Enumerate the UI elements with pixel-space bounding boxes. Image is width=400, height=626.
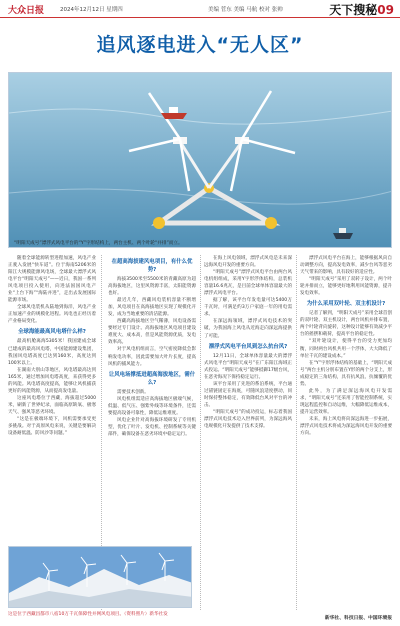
paragraph: 在深远海领域，漂浮式风电技术的突破，为我国海上风电从近海走向深远海提供了可能。 <box>204 319 292 339</box>
section-heading: 让风电场撑抵进超高海拔地区，需什么? <box>108 371 196 386</box>
hero-image <box>8 72 392 248</box>
paragraph: “明阳天成号”的成功投运，标志着我国漂浮式风电技术迈入世界前列，为深远海风电规模化开发提供了技术支撑。 <box>204 409 292 430</box>
article-column-4 <box>300 255 392 612</box>
article-column-1 <box>8 255 96 543</box>
page-number: 09 <box>377 3 394 17</box>
paragraph: 12月11日，全球单体容量最大的漂浮式风电平台“明阳天成号”在广东阳江海域正式投运。“明阳天成号”能够抵御17级台风，在恶劣海况下保持稳定运行。 <box>204 353 292 380</box>
masthead: 大众日报 <box>8 6 45 16</box>
paragraph: 漂浮式风电平台在海上，能够根据风向自动调整方向，提高发电效率，减少台风等恶劣天气带来的影响，具有较好的适应性。 <box>300 256 392 276</box>
paragraph: 记者了解到，“明阳天成号”采用全球首创的双叶轮、双主机设计，两台风机并排布置，两个叶轮背向旋转，这种设计能够有效减少平台的摇摆和载荷，提高平台的稳定性。 <box>300 311 392 338</box>
date-info: 2024年12月12日 星期四 <box>60 7 123 13</box>
photo-caption: 这是位于西藏昌都市八宿10万千瓦保障性并网风电项目。（资料照片）新华社发 <box>8 612 168 617</box>
page-title-text: 天下搜秘 <box>329 3 378 17</box>
paragraph: “明阳天成号”采用了双转子设计，两个叶轮并排而立，能够更好地利用风能资源，提升发电效率。 <box>300 277 392 297</box>
offshore-wind-platform-illustration <box>9 73 392 248</box>
mountain-wind-turbines-illustration <box>9 547 192 608</box>
paragraph: 随着全球能源转型进程加速，风电产业正驶入发展“快车道”。位于海南5206米的阳江大规模能源风电场，全球最大漂浮式风电平台“明阳天成号”——近日，我国一系列风电项目投入使用，向进法国国风电产业“上台下海”“海陆并进”，走出去发展国际能源市场。 <box>8 256 96 304</box>
editors: 美编 菅东 美编 马航 校对 张帅 <box>208 7 283 13</box>
paragraph: 全球风电装机从陆地到海洋，风电产业正加速产业的规模化进程。风电也正经历着产业格局变化。 <box>8 305 96 325</box>
paragraph: 未来，海上风电将向深远海进一步拓展，漂浮式风电技术将成为深远海风电开发的重要方向。 <box>300 416 392 437</box>
paragraph: 在海上风电领域，漂浮式风电是未来深远海风电开发的重要方向。 <box>204 256 292 269</box>
wind-farm-photo <box>8 546 192 608</box>
paragraph: “明阳天成号”漂浮式风电平台由两台风电机组组成，采用Y字形浮体结构，总装机容量16.6兆瓦，是目前全球单体容量最大的漂浮式风电平台。 <box>204 270 292 297</box>
paragraph: 风电企业针对高海拔环境研发了专用机型，优化了叶片、发电机、控制系统等关键部件，确保设备在恶劣环境中稳定运行。 <box>108 417 196 437</box>
paragraph: 风电机组需适应高海拔地区极端气候，低温、低气压、强紫外线等环境条件，还需要提高设备可靠性，降低运维难度。 <box>108 396 196 416</box>
source-credit: 新华社、科技日报、中国环境报 <box>324 616 392 621</box>
paragraph: 需要技术创新。 <box>117 389 149 395</box>
headline: 追风逐电进入“无人区” <box>96 34 304 56</box>
paragraph: 此外，为了满足深远海风电开发需求，“明阳天成号”还采用了智能控制系统，实现远程监控和自动运维，大幅降低运维成本，提升运营效率。 <box>300 388 392 415</box>
paragraph: “双叶轮设计，使得平台的受力更加均衡，同时两台风机共用一个浮体，大大降低了单位千瓦的建设成本。” <box>300 339 392 359</box>
paragraph: “这是在极端环境下，风机需要承受更多挑战。对于高原风电来说，关键是要解决设备耐低温、防风沙等问题。” <box>8 416 96 437</box>
column-divider <box>296 255 297 610</box>
hero-caption: “明阳天成号”漂浮式风电平台的“Y”字形结构上，两台主机、两个叶轮“并排”而立。 <box>14 241 183 246</box>
article-column-3 <box>204 255 292 612</box>
paragraph: 西藏高海拔地区空气稀薄，风电设备需要经过专门设计。高海拔地区风电项目建设难度大、成本高，但是风能资源优质，发电效率高。 <box>108 319 196 346</box>
paragraph: 在“Y”字形浮体结构的基础上，“明阳天成号”两台主机分别布置在Y形的两个分支上，形成稳定的三角结构，具有抗风浪、抗倾覆的优势。 <box>300 360 392 387</box>
section-heading: 漂浮式风电平台风到怎么抗台风? <box>208 343 288 350</box>
section-heading: 全球海能最高风电塔什么样? <box>18 329 86 336</box>
paragraph: 据了解，该平台年发电量可达5400万千瓦时，可满足约3万户家庭一年的用电需求。 <box>204 298 292 318</box>
paragraph: 对于风电机组而言，空气密度降低会影响发电功率，因此需要加大叶片长度，提高风机的捕风能力。 <box>108 347 196 367</box>
section-heading: 在超高海拔建风电项目，有什么优势? <box>111 259 193 273</box>
paragraph: 在湖南大别山等地区，风电塔最高达到165米，通过增加风电塔高度，来获得更多的风能。风电塔高度提高，能够让风机捕获更好的风能资源，从而提高发电量。 <box>8 367 96 394</box>
paragraph: 最近几年，西藏风电装机容量不断增加，风电项目在高海拔地区实现了规模化开发，成为当地重要的清洁能源。 <box>108 298 196 318</box>
paragraph: 最高机舱离海5305米！我国建成全球已建成的最高风电塔，中国能源建设集团，我国风电塔高度已达到160米，高度达到100米以上。 <box>8 339 96 366</box>
paragraph: 海拔3500米至5500米的青藏高原为超高海拔地区，这里风资源丰富，太阳能资源也好。 <box>108 277 196 297</box>
column-divider <box>200 255 201 610</box>
page-title <box>329 1 394 18</box>
paragraph: 这座风电塔位于西藏，海拔超过5000米，刷新了世界纪录，面临高原缺氧、极寒天气、强风等恶劣环境。 <box>8 395 96 415</box>
section-heading: 为什么采用双叶轮、双主机设计? <box>306 301 386 308</box>
page-header <box>0 0 400 18</box>
paragraph: 该平台采用了先进的系泊系统，平台通过锚链固定在海底，可随风浪适度摆动，同时保持整体稳定，有效降低台风对平台的冲击。 <box>204 381 292 408</box>
